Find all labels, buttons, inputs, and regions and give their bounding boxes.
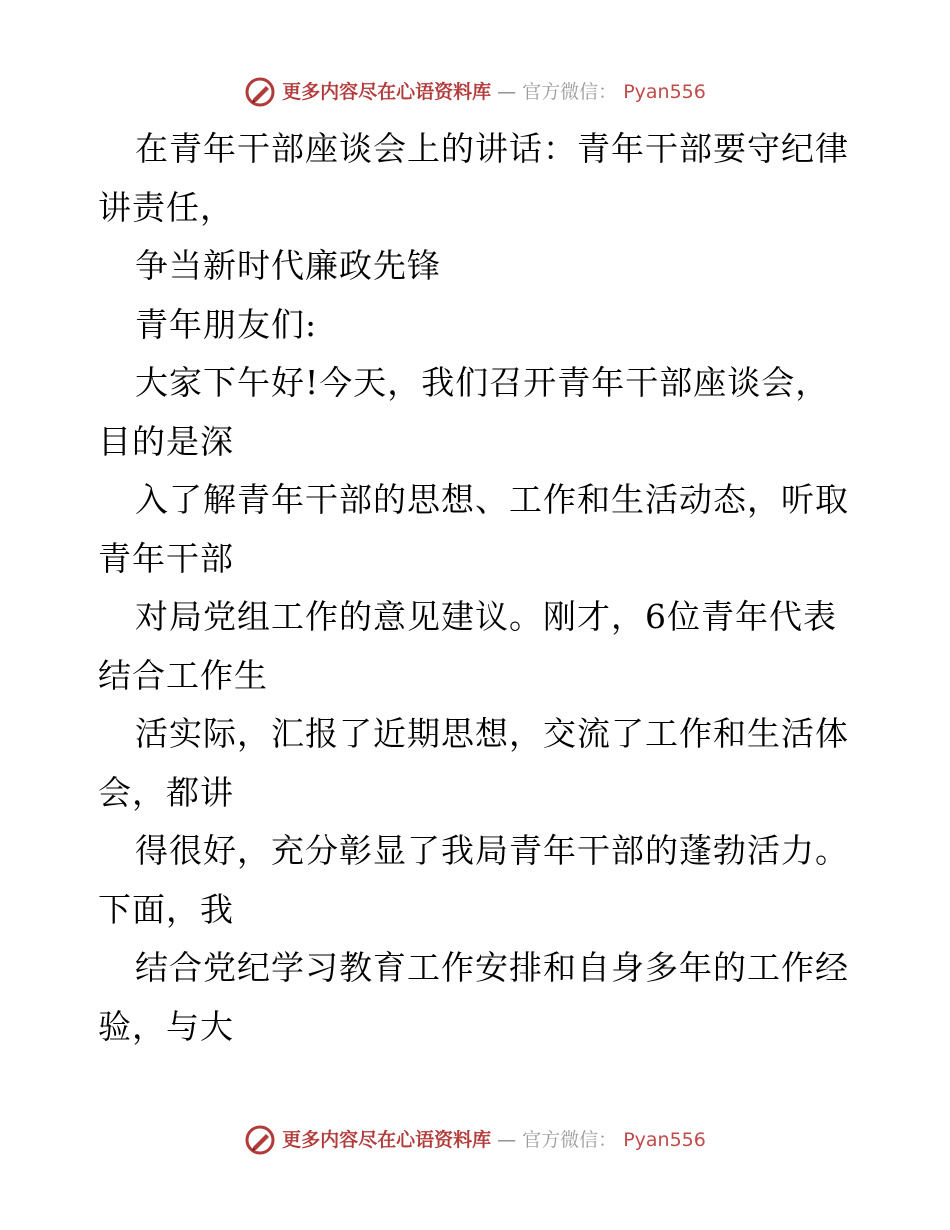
text-line: 入了解青年干部的思想、工作和生活动态，听取 — [135, 480, 849, 519]
banner-main-text: 更多内容尽在心语资料库 — [282, 1129, 492, 1151]
text-line: 活实际，汇报了近期思想，交流了工作和生活体 — [135, 714, 849, 753]
pen-logo-icon — [244, 1124, 276, 1156]
text-line: 结合党纪学习教育工作安排和自身多年的工作经 — [135, 948, 849, 987]
text-line: 大家下午好!今天，我们召开青年干部座谈会， — [135, 363, 830, 402]
banner-wechat-id: Pyan556 — [623, 81, 706, 103]
banner-separator: — — [497, 81, 517, 103]
banner-wechat-label: 官方微信： — [522, 81, 618, 103]
banner-separator: — — [497, 1129, 517, 1151]
text-line: 争当新时代廉政先锋 — [135, 246, 441, 285]
text-line: 得很好，充分彰显了我局青年干部的蓬勃活力。 — [135, 831, 849, 870]
banner-wechat-label: 官方微信： — [522, 1129, 618, 1151]
text-line: 对局党组工作的意见建议。刚才，6位青年代表 — [135, 597, 837, 636]
text-line: 青年干部 — [98, 538, 234, 578]
text-line: 讲责任， — [98, 187, 234, 227]
text-line: 在青年干部座谈会上的讲话：青年干部要守纪律 — [135, 129, 849, 168]
text-line: 结合工作生 — [98, 655, 268, 695]
text-line: 下面，我 — [98, 889, 234, 929]
text-line: 目的是深 — [98, 421, 234, 461]
text-line: 会，都讲 — [98, 772, 234, 812]
banner-main-text: 更多内容尽在心语资料库 — [282, 81, 492, 103]
footer-banner — [0, 1124, 950, 1156]
text-line: 青年朋友们: — [135, 304, 318, 344]
banner-wechat-id: Pyan556 — [623, 1129, 706, 1151]
pen-logo-icon — [244, 76, 276, 108]
document-body — [98, 120, 868, 1056]
text-line: 验，与大 — [98, 1006, 234, 1046]
header-banner — [0, 76, 950, 108]
